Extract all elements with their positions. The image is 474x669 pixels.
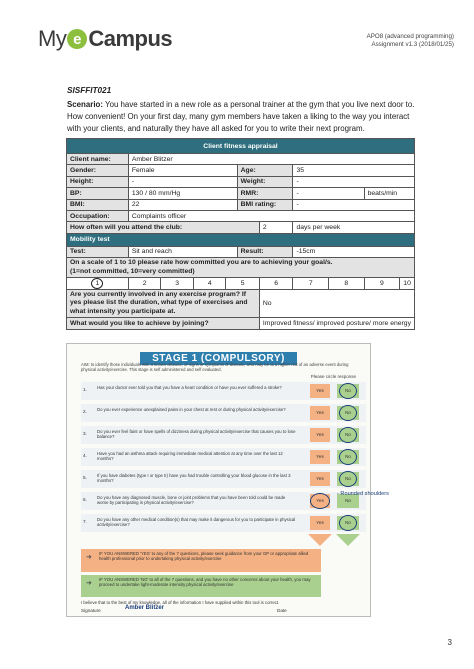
bmi-rating-label: BMI rating: bbox=[237, 199, 293, 210]
no-option-circled[interactable] bbox=[337, 406, 359, 420]
commitment-question-text: On a scale of 1 to 10 please rate how committed you are to achieving your goal/s. bbox=[70, 259, 333, 267]
rmr-unit: beats/min bbox=[364, 188, 414, 199]
rmr-label: RMR: bbox=[237, 188, 293, 199]
age-value: 35 bbox=[293, 165, 415, 176]
test-label: Test: bbox=[67, 246, 129, 257]
goal-answer: Improved fitness/ improved posture/ more energy bbox=[259, 318, 414, 329]
result-value: -15cm bbox=[293, 246, 415, 257]
question-text: Do you have any other medical condition(s) that may make it dangerous for you to participate in physical activity/exercise? bbox=[97, 517, 296, 528]
answer-circle bbox=[339, 449, 357, 465]
no-label: No bbox=[345, 520, 351, 525]
client-appraisal-table bbox=[66, 138, 415, 330]
document-header bbox=[367, 33, 454, 49]
no-option-circled[interactable] bbox=[337, 472, 359, 486]
goal-question: What would you like to achieve by joining? bbox=[67, 318, 260, 329]
scale-option-8[interactable]: 8 bbox=[329, 278, 365, 290]
answer-circle bbox=[310, 493, 330, 509]
scale-selected-marker: 1 bbox=[91, 278, 103, 289]
stage-title-text: STAGE 1 (COMPULSORY) bbox=[140, 352, 297, 365]
question-number: 6. bbox=[83, 497, 87, 502]
doc-title: APO8 (advanced programming) bbox=[366, 33, 454, 40]
date-label: Date bbox=[277, 608, 287, 613]
question-number: 4. bbox=[83, 453, 87, 458]
yes-label: Yes bbox=[316, 498, 324, 503]
scale-option-4[interactable]: 4 bbox=[193, 278, 226, 290]
bp-label: BP: bbox=[67, 188, 129, 199]
unit-code: SISFFIT021 bbox=[67, 86, 112, 95]
question-text: Have you had an asthma attack requiring immediate medical attention at any time over the last 12 months? bbox=[97, 451, 283, 462]
question-number: 7. bbox=[83, 519, 87, 524]
client-name-value: Amber Blitzer bbox=[128, 154, 414, 165]
exercise-question: Are you currently involved in any exercise program? If yes please list the duration, what type of exercises and what intensity you participate at. bbox=[67, 290, 260, 318]
no-label: No bbox=[345, 454, 351, 459]
bmi-rating-value: - bbox=[293, 199, 415, 210]
attend-label: How often will you attend the club: bbox=[67, 222, 260, 233]
if-no-guidance: ➜ IF YOU ANSWERED 'NO' to all of the 7 questions, and you have no other concerns about your health, you may proceed to undertake light-moderate intensity physical activity/exercise bbox=[81, 575, 321, 597]
no-option-circled[interactable] bbox=[337, 450, 359, 464]
no-option-circled[interactable] bbox=[337, 384, 359, 398]
occupation-value: Complaints officer bbox=[128, 210, 414, 221]
yes-option-circled[interactable] bbox=[310, 494, 330, 508]
commitment-hint: (1=not committed, 10=very committed) bbox=[70, 267, 195, 275]
no-label: No bbox=[345, 432, 351, 437]
yes-option[interactable]: Yes bbox=[310, 384, 330, 398]
answer-circle bbox=[339, 383, 357, 399]
question-text: Do you ever experience unexplained pains in your chest at rest or during physical activity/exercise? bbox=[97, 407, 286, 412]
attend-unit: days per week bbox=[293, 222, 415, 233]
bp-value: 130 / 80 mm/Hg bbox=[128, 188, 237, 199]
signature-label: Signature bbox=[81, 608, 101, 613]
height-label: Height: bbox=[67, 176, 129, 187]
yes-option[interactable]: Yes bbox=[310, 516, 330, 530]
annotation-rounded-shoulders: - Rounded shoulders bbox=[337, 491, 389, 497]
gender-value: Female bbox=[128, 165, 237, 176]
yes-option[interactable]: Yes bbox=[310, 472, 330, 486]
answer-circle bbox=[339, 471, 357, 487]
question-text: Do you ever feel faint or have spells of dizziness during physical activity/exercise that causes you to lose balance? bbox=[97, 429, 296, 440]
commitment-scale bbox=[67, 278, 415, 290]
answer-circle bbox=[339, 515, 357, 531]
no-label: No bbox=[345, 476, 351, 481]
declaration-text: I believe that to the best of my knowledge, all of the information I have supplied within this tool is correct. bbox=[81, 600, 280, 605]
scale-option-6[interactable]: 6 bbox=[259, 278, 293, 290]
scale-option-9[interactable]: 9 bbox=[364, 278, 400, 290]
question-number: 3. bbox=[83, 431, 87, 436]
stage-intro: AIM: to identify those individuals with a known disease, or signs or symptoms of disease, who may be at a higher risk of an adverse event during physical activity/exercise. This stage is self administered and self evaluated. bbox=[81, 362, 349, 373]
mycampus-logo bbox=[38, 26, 172, 52]
weight-label: Weight: bbox=[237, 176, 293, 187]
scenario-paragraph bbox=[67, 99, 419, 136]
age-label: Age: bbox=[237, 165, 293, 176]
scale-option-1[interactable] bbox=[67, 278, 129, 290]
stage-1-screening-form bbox=[66, 343, 389, 617]
height-value: - bbox=[128, 176, 237, 187]
doc-version: Assignment v1.3 (2018/01/25) bbox=[371, 41, 454, 48]
weight-value: - bbox=[293, 176, 415, 187]
client-name-label: Client name: bbox=[67, 154, 129, 165]
mobility-title: Mobility test bbox=[67, 233, 415, 246]
rmr-value: - bbox=[293, 188, 364, 199]
signature-value: Amber Blitzer bbox=[125, 605, 165, 611]
occupation-label: Occupation: bbox=[67, 210, 129, 221]
no-option[interactable]: No bbox=[337, 494, 359, 508]
scale-option-3[interactable]: 3 bbox=[161, 278, 194, 290]
appraisal-title: Client fitness appraisal bbox=[67, 139, 415, 154]
logo-campus: Campus bbox=[88, 26, 173, 51]
question-text: Do you have any diagnosed muscle, bone or joint problems that you have been told could be made worse by participating in physical activity/exercise? bbox=[97, 495, 286, 506]
question-text: Has your doctor ever told you that you have a heart condition or have you ever suffered a stroke? bbox=[97, 385, 282, 390]
gender-label: Gender: bbox=[67, 165, 129, 176]
no-arrow-icon bbox=[336, 534, 360, 546]
exercise-answer: No bbox=[259, 290, 414, 318]
test-value: Sit and reach bbox=[128, 246, 237, 257]
no-option-circled[interactable] bbox=[337, 516, 359, 530]
attend-count: 2 bbox=[259, 222, 293, 233]
result-label: Result: bbox=[237, 246, 293, 257]
scale-option-7[interactable]: 7 bbox=[293, 278, 329, 290]
question-number: 2. bbox=[83, 409, 87, 414]
question-number: 1. bbox=[83, 387, 87, 392]
commitment-question bbox=[67, 258, 415, 278]
no-label: No bbox=[345, 410, 351, 415]
yes-option[interactable]: Yes bbox=[310, 406, 330, 420]
page-number: 3 bbox=[447, 638, 452, 647]
scale-option-5[interactable]: 5 bbox=[226, 278, 259, 290]
answer-circle bbox=[339, 427, 357, 443]
logo-my: My bbox=[38, 26, 67, 51]
no-option-circled[interactable] bbox=[337, 428, 359, 442]
bmi-value: 22 bbox=[128, 199, 237, 210]
bmi-label: BMI: bbox=[67, 199, 129, 210]
yes-option[interactable]: Yes bbox=[310, 450, 330, 464]
scenario-text: You have started in a new role as a personal trainer at the gym that you live next door to. How convenient! On your first day, many gym members have taken a liking to the way you interact with your clients, and naturally they have all asked for you to write their next program. bbox=[67, 100, 415, 134]
scenario-label: Scenario: bbox=[67, 100, 103, 109]
yes-option[interactable]: Yes bbox=[310, 428, 330, 442]
question-number: 5. bbox=[83, 475, 87, 480]
if-yes-guidance: ➜ IF YOU ANSWERED 'YES' to any of the 7 questions, please seek guidance from your GP or appropriate allied health professional prior to undertaking physical activity/exercise bbox=[81, 549, 321, 572]
no-label: No bbox=[345, 388, 351, 393]
yes-arrow-icon bbox=[308, 534, 332, 546]
question-text: If you have diabetes (type I or type II) have you had trouble controlling your blood glucose in the last 3 months? bbox=[97, 473, 291, 484]
scale-option-2[interactable]: 2 bbox=[128, 278, 161, 290]
logo-e-icon: e bbox=[67, 29, 87, 49]
answer-circle bbox=[339, 405, 357, 421]
circle-response-prompt: Please circle response bbox=[310, 374, 356, 379]
scale-option-10[interactable]: 10 bbox=[400, 278, 415, 290]
